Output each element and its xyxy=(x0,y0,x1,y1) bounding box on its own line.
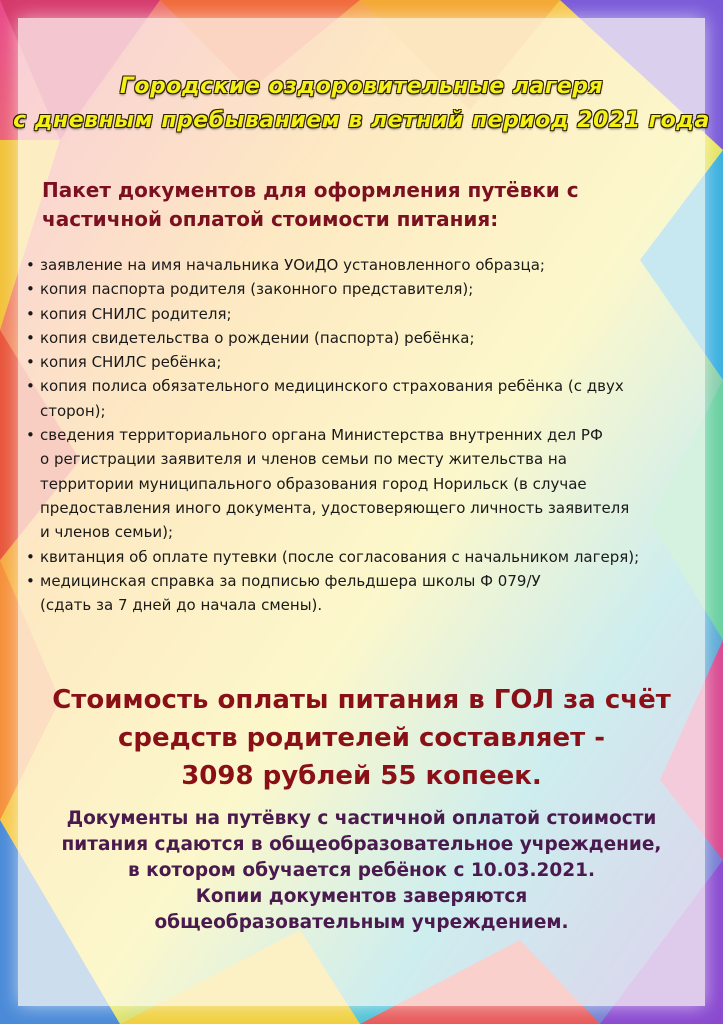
note-line-1: Документы на путёвку с частичной оплатой стоимости xyxy=(66,808,657,829)
document-list-item-line: копия свидетельства о рождении (паспорта) ребёнка; xyxy=(40,328,475,347)
document-list-item-line: копия СНИЛС родителя; xyxy=(40,304,232,323)
bullet-icon: • xyxy=(26,353,35,372)
document-list-item-line: о регистрации заявителя и членов семьи по месту жительства на xyxy=(40,450,567,469)
document-list-item xyxy=(22,302,712,326)
document-list-item xyxy=(22,423,712,544)
bullet-icon: • xyxy=(26,280,35,299)
documents-heading-line-1: Пакет документов для оформления путёвки с xyxy=(42,178,579,202)
document-list-item-line: заявление на имя начальника УОиДО установленного образца; xyxy=(40,256,545,274)
document-list-item xyxy=(22,569,712,618)
document-list-item xyxy=(22,350,712,374)
document-list-item-line: копия паспорта родителя (законного представителя); xyxy=(40,280,474,299)
document-list-item-line: медицинская справка за подписью фельдшера школы Ф 079/У xyxy=(40,571,541,590)
document-list-item-line: территории муниципального образования город Норильск (в случае xyxy=(40,474,587,493)
bullet-icon: • xyxy=(26,426,35,445)
bullet-icon: • xyxy=(26,328,35,347)
cost-amount: 3098 рублей 55 копеек. xyxy=(181,761,542,791)
bullet-icon: • xyxy=(26,304,35,323)
page-title-line-1: Городские оздоровительные лагеря xyxy=(119,74,604,99)
documents-heading xyxy=(42,176,682,234)
document-list-item xyxy=(22,326,712,350)
document-list-item-line: сведения территориального органа Министерства внутренних дел РФ xyxy=(40,426,603,445)
document-list-item-line: копия СНИЛС ребёнка; xyxy=(40,353,222,372)
note-line-4: Копии документов заверяются xyxy=(195,886,528,907)
page-title-line-2: с дневным пребыванием в летний период 2021 года xyxy=(13,108,710,133)
document-list-item xyxy=(22,545,712,569)
document-list-item-line: копия полиса обязательного медицинского страхования ребёнка (с двух xyxy=(40,377,624,396)
note-line-2: питания сдаются в общеобразовательное учреждение, xyxy=(61,834,662,855)
bullet-icon: • xyxy=(26,547,35,566)
note-line-3: в котором обучается ребёнок с 10.03.2021. xyxy=(128,860,595,881)
document-list-item xyxy=(22,374,712,423)
cost-line-2: средств родителей составляет - xyxy=(117,723,606,753)
cost-line-1: Стоимость оплаты питания в ГОЛ за счёт xyxy=(52,685,671,715)
bullet-icon: • xyxy=(26,571,35,590)
bullet-icon: • xyxy=(26,256,35,274)
cost-block xyxy=(0,681,723,795)
document-list-item-line: (сдать за 7 дней до начала смены). xyxy=(40,596,323,615)
document-list-item xyxy=(22,253,712,277)
document-list-item-line: сторон); xyxy=(40,401,106,420)
submission-note xyxy=(0,806,723,936)
documents-heading-line-2: частичной оплатой стоимости питания: xyxy=(42,207,499,231)
document-list-item-line: предоставления иного документа, удостоверяющего личность заявителя xyxy=(40,498,630,517)
document-list-item xyxy=(22,277,712,301)
document-list-item-line: и членов семьи); xyxy=(40,523,174,542)
document-list-item-line: квитанция об оплате путевки (после согласования с начальником лагеря); xyxy=(40,547,640,566)
documents-list xyxy=(22,253,712,617)
bullet-icon: • xyxy=(26,377,35,396)
note-line-5: общеобразовательным учреждением. xyxy=(154,912,569,933)
